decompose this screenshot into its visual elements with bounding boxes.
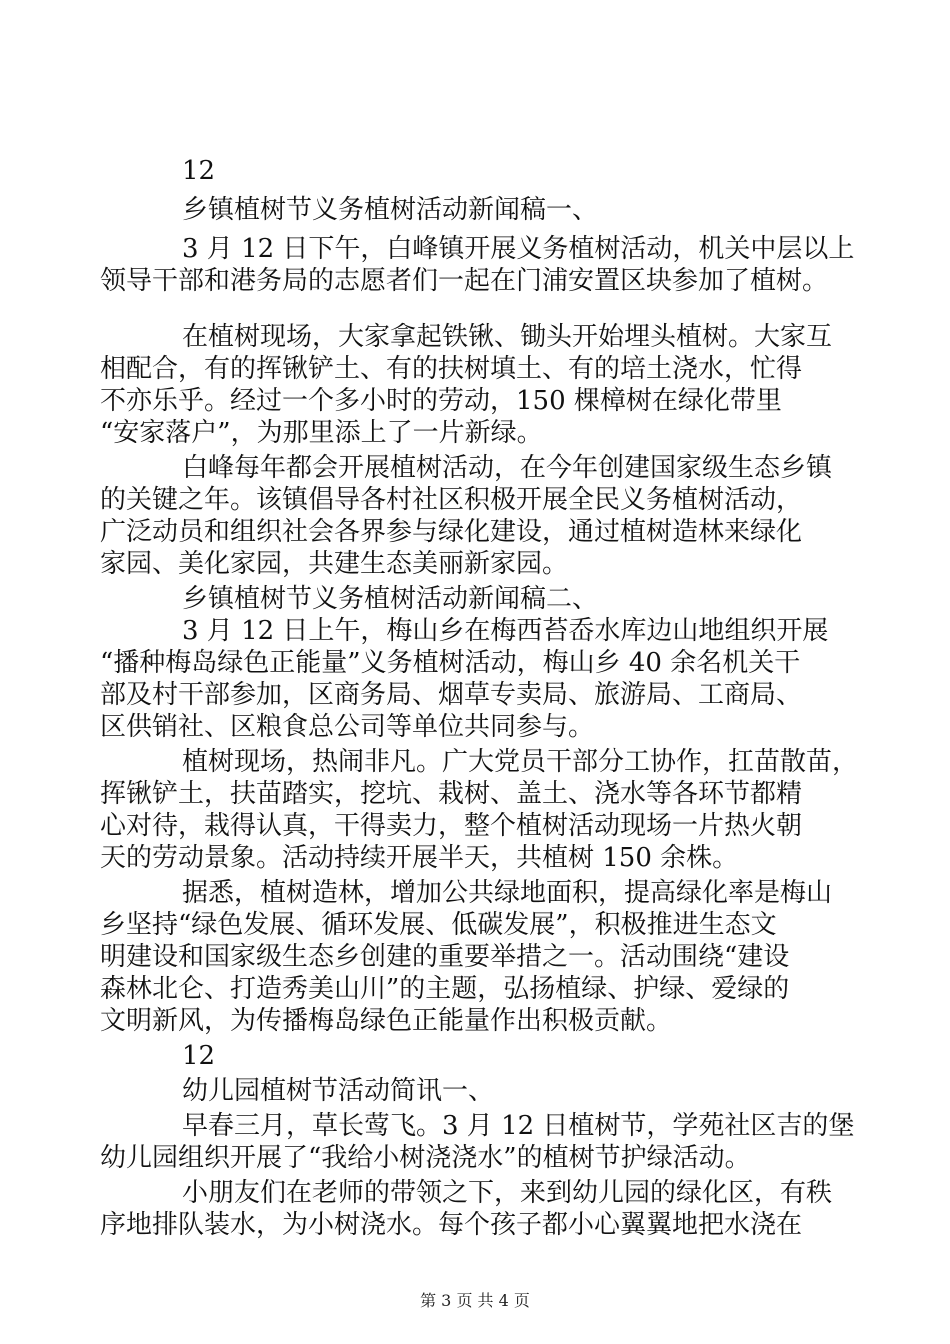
page-footer: 第 3 页 共 4 页 [420,1291,530,1310]
text-line: 部及村干部参加，区商务局、烟草专卖局、旅游局、工商局、 [100,680,803,710]
text-line: 小朋友们在老师的带领之下，来到幼儿园的绿化区，有秩 [182,1178,833,1208]
text-line: 在植树现场，大家拿起铁锹、锄头开始埋头植树。大家互 [182,322,833,352]
text-line: 文明新风，为传播梅岛绿色正能量作出积极贡献。 [100,1006,673,1036]
text-line: 天的劳动景象。活动持续开展半天，共植树 150 余株。 [100,843,739,873]
text-line: “安家落户”，为那里添上了一片新绿。 [100,418,543,448]
text-line: 领导干部和港务局的志愿者们一起在门浦安置区块参加了植树。 [100,266,829,296]
text-line: 白峰每年都会开展植树活动，在今年创建国家级生态乡镇 [182,453,833,483]
text-line: 乡坚持“绿色发展、循环发展、低碳发展”，积极推进生态文 [100,910,777,940]
text-line: 早春三月，草长莺飞。3 月 12 日植树节，学苑社区吉的堡 [182,1111,855,1141]
text-line: 12 [182,156,216,186]
text-line: 幼儿园组织开展了“我给小树浇浇水”的植树节护绿活动。 [100,1143,751,1173]
text-line: 乡镇植树节义务植树活动新闻稿一、 [182,195,599,225]
text-line: 3 月 12 日下午，白峰镇开展义务植树活动，机关中层以上 [182,234,855,264]
text-line: 3 月 12 日上午，梅山乡在梅西苔岙水库边山地组织开展 [182,616,829,646]
text-line: 12 [182,1041,216,1071]
text-line: 广泛动员和组织社会各界参与绿化建设，通过植树造林来绿化 [100,517,803,547]
text-line: 挥锹铲土，扶苗踏实，挖坑、栽树、盖土、浇水等各环节都精 [100,779,803,809]
text-line: 幼儿园植树节活动简讯一、 [182,1076,495,1106]
text-line: 明建设和国家级生态乡创建的重要举措之一。活动围绕“建设 [100,942,790,972]
text-line: 植树现场，热闹非凡。广大党员干部分工协作，扛苗散苗， [182,747,859,777]
text-line: 的关键之年。该镇倡导各村社区积极开展全民义务植树活动， [100,485,803,515]
text-line: 相配合，有的挥锹铲土、有的扶树填土、有的培土浇水，忙得 [100,354,803,384]
text-line: 不亦乐乎。经过一个多小时的劳动，150 棵樟树在绿化带里 [100,386,782,416]
text-line: “播种梅岛绿色正能量”义务植树活动，梅山乡 40 余名机关干 [100,648,801,678]
text-line: 心对待，栽得认真，干得卖力，整个植树活动现场一片热火朝 [100,811,803,841]
text-line: 乡镇植树节义务植树活动新闻稿二、 [182,584,599,614]
text-line: 家园、美化家园，共建生态美丽新家园。 [100,549,569,579]
text-line: 据悉，植树造林，增加公共绿地面积，提高绿化率是梅山 [182,878,833,908]
text-line: 序地排队装水，为小树浇水。每个孩子都小心翼翼地把水浇在 [100,1210,803,1240]
text-line: 区供销社、区粮食总公司等单位共同参与。 [100,712,595,742]
text-line: 森林北仑、打造秀美山川”的主题，弘扬植绿、护绿、爱绿的 [100,974,790,1004]
